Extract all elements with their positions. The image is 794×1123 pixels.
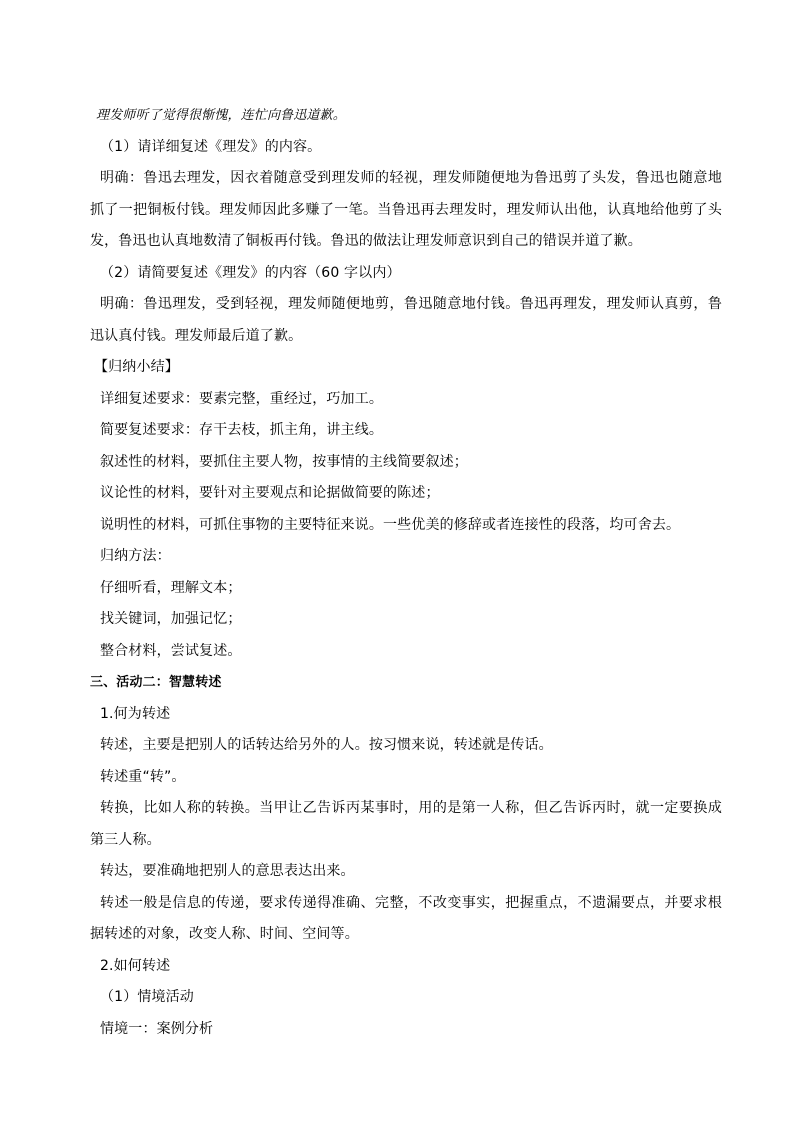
narrative-material-rule: 叙述性的材料，要抓住主要人物，按事情的主线简要叙述； [100, 453, 468, 470]
summary-heading: 【归纳小结】 [94, 359, 179, 375]
answer-detailed-retell: 明确：鲁迅去理发，因衣着随意受到理发师的轻视，理发师随便地为鲁迅剪了头发，鲁迅也随意地抓了一把铜板付钱。理发师因此多赚了一笔。当鲁迅再去理发时，理发师认出他，认真地给他剪了头发，鲁迅也认真地数清了铜板再付钱。鲁迅的做法让理发师意识到自己的错误并道了歉。 [90, 170, 722, 249]
method-step-2: 找关键词，加强记忆； [100, 611, 242, 627]
method-step-1: 仔细听看，理解文本； [100, 579, 242, 596]
detailed-retell-requirements: 详细复述要求：要素完整，重经过，巧加工。 [100, 390, 383, 407]
method-heading: 归纳方法： [100, 548, 171, 564]
question-detailed-retell: （1）请详细复述《理发》的内容。 [100, 138, 322, 155]
paragraph-quote-ending: 理发师听了觉得很惭愧，连忙向鲁迅道歉。 [96, 108, 346, 123]
question-brief-retell: （2）请简要复述《理发》的内容（60 字以内） [100, 264, 401, 281]
expository-material-rule: 说明性的材料，可抓住事物的主要特征来说。一些优美的修辞或者连接性的段落，均可舍去。 [100, 516, 681, 533]
retelling-definition: 转述，主要是把别人的话转达给另外的人。按习惯来说，转述就是传话。 [100, 737, 553, 753]
retelling-requirements: 转述一般是信息的传递，要求传递得准确、完整，不改变事实，把握重点，不遗漏要点，并要求根据转述的对象，改变人称、时间、空间等。 [90, 894, 722, 942]
person-conversion-note: 转换，比如人称的转换。当甲让乙告诉丙某事时，用的是第一人称，但乙告诉丙时，就一定要换成第三人称。 [90, 800, 722, 848]
case-analysis-heading: 情境一：案例分析 [100, 1020, 214, 1037]
activity-two-heading: 三、活动二：智慧转述 [90, 675, 222, 690]
method-step-3: 整合材料，尝试复述。 [100, 642, 242, 659]
brief-retell-requirements: 简要复述要求：存干去枝，抓主角，讲主线。 [100, 422, 383, 438]
accurate-convey-note: 转达，要准确地把别人的意思表达出来。 [100, 863, 355, 879]
argumentative-material-rule: 议论性的材料，要针对主要观点和论据做简要的陈述； [100, 485, 440, 501]
situation-activity-heading: （1）情境活动 [100, 989, 194, 1005]
document-body [90, 100, 722, 1045]
retelling-focus: 转述重“转”。 [100, 768, 186, 785]
answer-brief-retell: 明确：鲁迅理发，受到轻视，理发师随便地剪，鲁迅随意地付钱。鲁迅再理发，理发师认真剪，鲁迅认真付钱。理发师最后道了歉。 [90, 296, 722, 344]
what-is-retelling-heading: 1.何为转述 [100, 705, 171, 722]
how-to-retell-heading: 2.如何转述 [100, 957, 171, 974]
